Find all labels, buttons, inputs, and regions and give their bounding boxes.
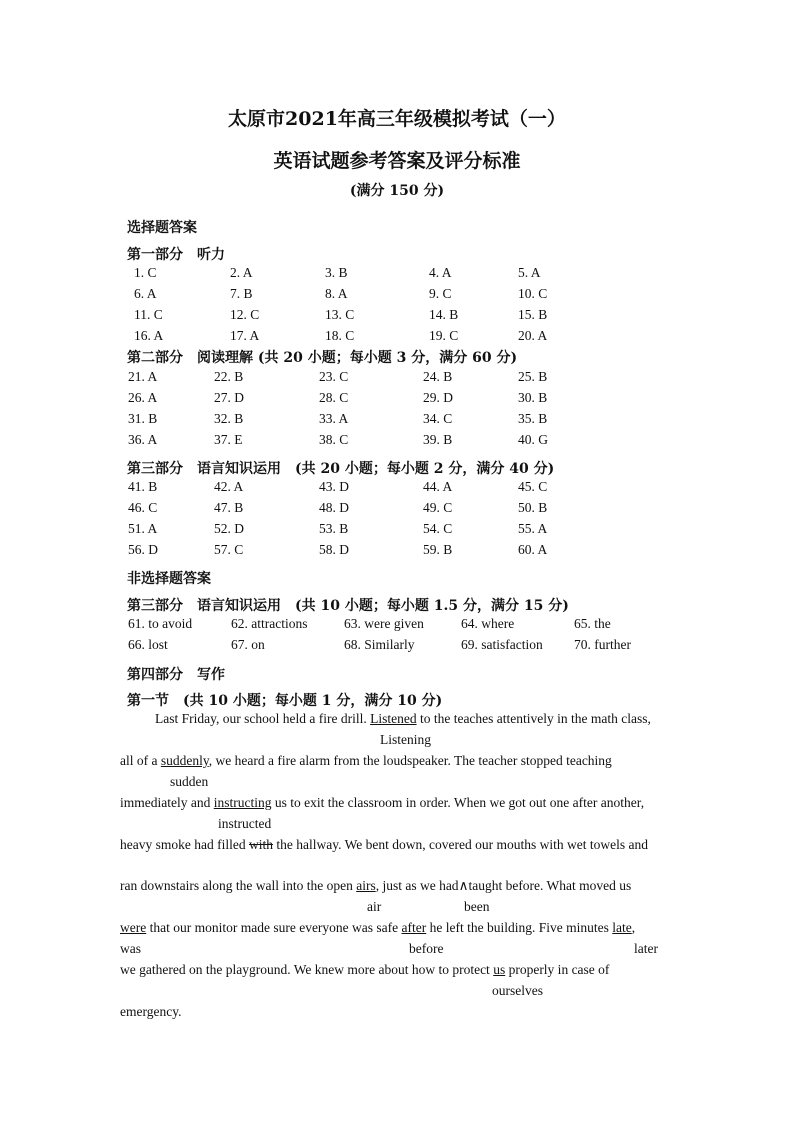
essay-line-6 bbox=[120, 920, 635, 936]
nonchoice-heading: 非选择题答案 bbox=[127, 571, 211, 587]
choice-heading: 选择题答案 bbox=[127, 220, 197, 236]
error-word: after bbox=[401, 920, 427, 935]
essay-text: heavy smoke had filled bbox=[120, 837, 249, 852]
answer-item: 46. C bbox=[128, 500, 158, 515]
answer-item: 2. A bbox=[230, 265, 253, 280]
essay-text: he left the building. Five minutes bbox=[426, 920, 613, 935]
full-score: (满分 150 分) bbox=[349, 183, 445, 199]
correction: air bbox=[367, 899, 382, 914]
answer-item: 47. B bbox=[214, 500, 244, 515]
answer-item: 44. A bbox=[423, 479, 453, 494]
answer-item: 19. C bbox=[429, 328, 459, 343]
error-word: suddenly bbox=[160, 753, 209, 768]
essay-text: ran downstairs along the wall into the open bbox=[120, 878, 357, 893]
answer-item: 27. D bbox=[214, 390, 244, 405]
answer-item: 17. A bbox=[230, 328, 260, 343]
error-word: airs bbox=[356, 878, 376, 893]
part3-heading: 第三部分 语言知识运用 (共 20 小题；每小题 2 分，满分 40 分) bbox=[127, 461, 555, 477]
answer-item: 5. A bbox=[518, 265, 541, 280]
answer-item: 70. further bbox=[574, 637, 631, 652]
answer-item: 63. were given bbox=[344, 616, 424, 631]
answer-item: 56. D bbox=[128, 542, 158, 557]
essay-text: that our monitor made sure everyone was safe bbox=[146, 920, 402, 935]
answer-item: 54. C bbox=[423, 521, 453, 536]
correction: later bbox=[634, 941, 658, 956]
answer-item: 6. A bbox=[134, 286, 157, 301]
answer-item: 4. A bbox=[429, 265, 452, 280]
essay-line-8: emergency. bbox=[120, 1004, 182, 1019]
answer-item: 1. C bbox=[134, 265, 157, 280]
answer-item: 59. B bbox=[423, 542, 453, 557]
essay-text: the hallway. We bent down, covered our mouths with wet towels and bbox=[272, 837, 648, 852]
deleted-word: with bbox=[248, 837, 273, 852]
answer-item: 49. C bbox=[423, 500, 453, 515]
answer-item: 55. A bbox=[518, 521, 548, 536]
answer-item: 61. to avoid bbox=[128, 616, 193, 631]
answer-item: 60. A bbox=[518, 542, 548, 557]
answer-item: 22. B bbox=[214, 369, 244, 384]
answer-item: 33. A bbox=[319, 411, 349, 426]
answer-item: 40. G bbox=[518, 432, 548, 447]
correction: before bbox=[409, 941, 444, 956]
answer-item: 42. A bbox=[214, 479, 244, 494]
error-word: instructing bbox=[213, 795, 272, 810]
essay-text: properly in case of bbox=[505, 962, 610, 977]
answer-item: 13. C bbox=[325, 307, 355, 322]
answer-item: 66. lost bbox=[128, 637, 168, 652]
error-word: were bbox=[120, 920, 147, 935]
answer-item: 37. E bbox=[214, 432, 243, 447]
answer-item: 39. B bbox=[423, 432, 453, 447]
answer-item: 25. B bbox=[518, 369, 548, 384]
essay-text: to the teaches attentively in the math class, bbox=[416, 711, 651, 726]
part3b-heading: 第三部分 语言知识运用 (共 10 小题；每小题 1.5 分，满分 15 分) bbox=[127, 598, 569, 614]
essay-line-1 bbox=[155, 711, 651, 727]
answer-item: 65. the bbox=[574, 616, 611, 631]
answer-item: 21. A bbox=[128, 369, 158, 384]
answer-item: 45. C bbox=[518, 479, 548, 494]
correction: sudden bbox=[170, 774, 209, 789]
essay-line-7 bbox=[120, 962, 609, 978]
part1-heading: 第一部分 听力 bbox=[127, 247, 225, 263]
answer-item: 64. where bbox=[461, 616, 515, 631]
correction: instructed bbox=[218, 816, 272, 831]
answer-item: 14. B bbox=[429, 307, 459, 322]
essay-text: we gathered on the playground. We knew more about how to protect bbox=[120, 962, 494, 977]
page-subtitle: 英语试题参考答案及评分标准 bbox=[273, 150, 521, 172]
answer-item: 11. C bbox=[134, 307, 163, 322]
answer-item: 38. C bbox=[319, 432, 349, 447]
answer-item: 43. D bbox=[319, 479, 349, 494]
section1-heading: 第一节 (共 10 小题；每小题 1 分，满分 10 分) bbox=[127, 693, 443, 709]
answer-item: 69. satisfaction bbox=[461, 637, 543, 652]
answer-item: 53. B bbox=[319, 521, 349, 536]
answer-item: 67. on bbox=[231, 637, 265, 652]
answer-item: 29. D bbox=[423, 390, 453, 405]
answer-item: 41. B bbox=[128, 479, 158, 494]
correction: Listening bbox=[380, 732, 431, 747]
correction: ourselves bbox=[492, 983, 543, 998]
answer-item: 30. B bbox=[518, 390, 548, 405]
insert-mark: ∧ bbox=[458, 878, 469, 893]
answer-item: 10. C bbox=[518, 286, 548, 301]
answer-item: 15. B bbox=[518, 307, 548, 322]
answer-item: 7. B bbox=[230, 286, 253, 301]
error-word: us bbox=[493, 962, 506, 977]
essay-text: , just as we had bbox=[375, 878, 459, 893]
essay-line-3 bbox=[120, 795, 644, 811]
essay-text: taught before. What moved us bbox=[468, 878, 632, 893]
answer-item: 28. C bbox=[319, 390, 349, 405]
answer-item: 51. A bbox=[128, 521, 158, 536]
essay-line-2 bbox=[120, 753, 612, 769]
essay-text: , bbox=[631, 920, 636, 935]
error-word: late bbox=[612, 920, 632, 935]
answer-item: 26. A bbox=[128, 390, 158, 405]
answer-item: 12. C bbox=[230, 307, 260, 322]
essay-line-5 bbox=[120, 878, 631, 894]
answer-item: 32. B bbox=[214, 411, 244, 426]
answer-item: 36. A bbox=[128, 432, 158, 447]
essay-text: , we heard a fire alarm from the loudspeaker. The teacher stopped teaching bbox=[208, 753, 612, 768]
error-word: Listened bbox=[370, 711, 417, 726]
answer-item: 62. attractions bbox=[231, 616, 308, 631]
answer-item: 16. A bbox=[134, 328, 164, 343]
part2-heading: 第二部分 阅读理解 (共 20 小题；每小题 3 分，满分 60 分) bbox=[127, 350, 518, 366]
answer-item: 52. D bbox=[214, 521, 244, 536]
answer-item: 9. C bbox=[429, 286, 452, 301]
answer-item: 31. B bbox=[128, 411, 158, 426]
answer-item: 48. D bbox=[319, 500, 349, 515]
correction: was bbox=[120, 941, 141, 956]
answer-item: 20. A bbox=[518, 328, 548, 343]
essay-line-4 bbox=[120, 837, 648, 853]
answer-item: 23. C bbox=[319, 369, 349, 384]
answer-item: 58. D bbox=[319, 542, 349, 557]
answer-item: 50. B bbox=[518, 500, 548, 515]
answer-item: 35. B bbox=[518, 411, 548, 426]
part4-heading: 第四部分 写作 bbox=[127, 667, 225, 683]
page-title: 太原市2021年高三年级模拟考试（一） bbox=[228, 108, 566, 130]
essay-text: immediately and bbox=[120, 795, 214, 810]
answer-item: 68. Similarly bbox=[344, 637, 415, 652]
answer-item: 3. B bbox=[325, 265, 348, 280]
correction: been bbox=[464, 899, 490, 914]
answer-item: 34. C bbox=[423, 411, 453, 426]
essay-text: us to exit the classroom in order. When we got out one after another, bbox=[271, 795, 645, 810]
essay-text: Last Friday, our school held a fire drill. bbox=[155, 711, 371, 726]
answer-item: 57. C bbox=[214, 542, 244, 557]
essay-text: all of a bbox=[120, 753, 161, 768]
answer-item: 24. B bbox=[423, 369, 453, 384]
answer-item: 8. A bbox=[325, 286, 348, 301]
answer-item: 18. C bbox=[325, 328, 355, 343]
